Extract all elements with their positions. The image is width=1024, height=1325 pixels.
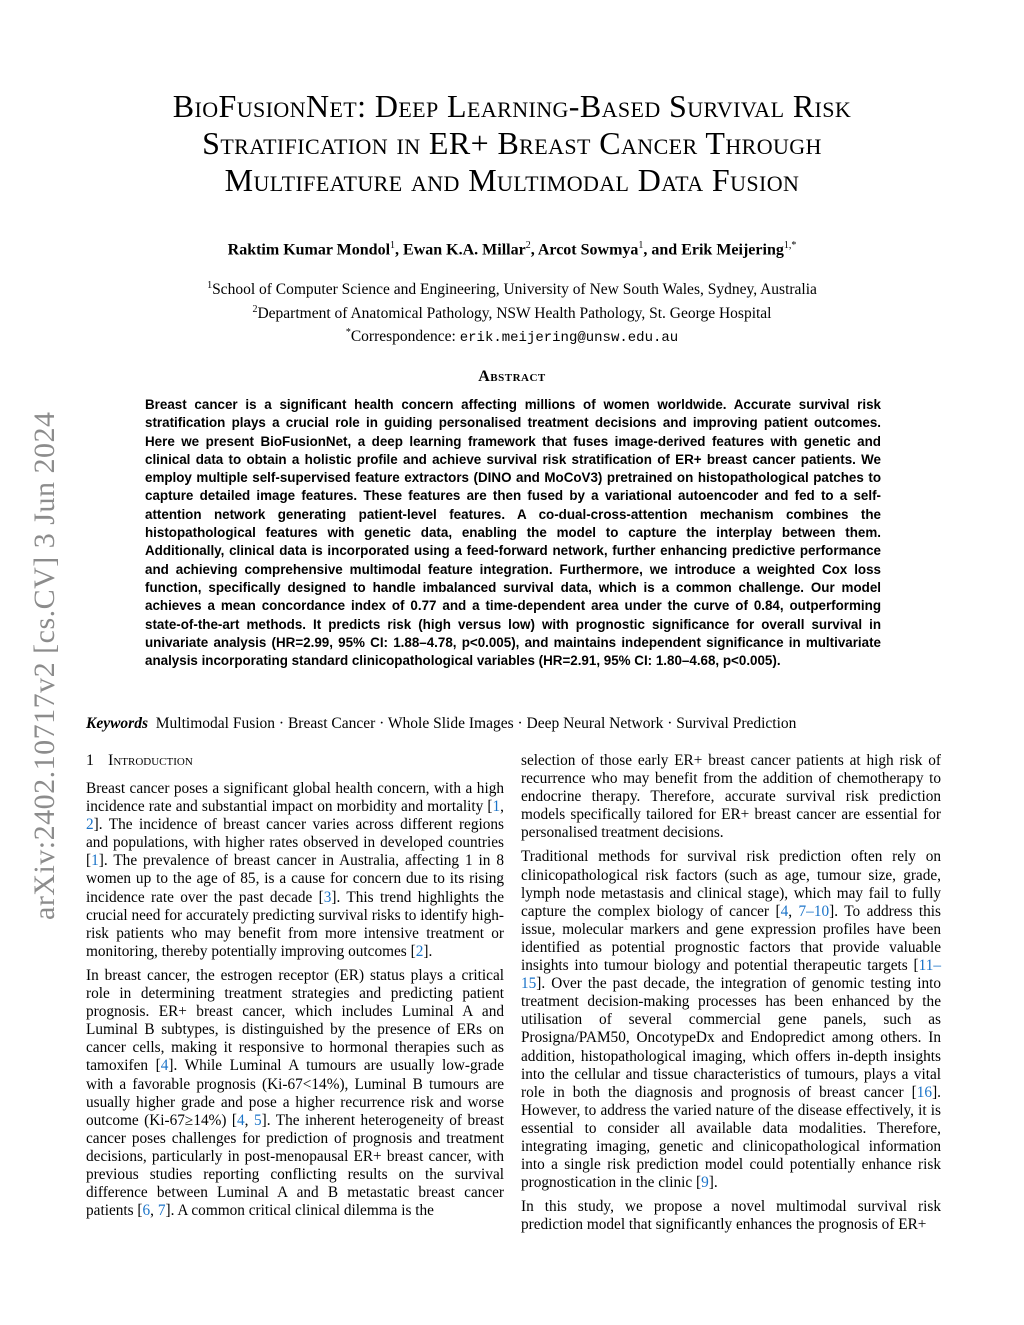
citation-link[interactable]: 7–10 [798,902,830,920]
paragraph [521,848,941,1192]
text-run: , [788,902,799,920]
text-run: ]. While Luminal A tumours are usually low-grade with a favorable prognosis (Ki-67<14%), Luminal B tumours are usually higher grade and pose a higher recurrence risk and worse outcome (Ki-67≥14%) [ [86,1057,504,1129]
paragraph [521,1198,941,1234]
section-title: Introduction [108,752,193,769]
keywords-line [86,715,946,733]
abstract-body: Breast cancer is a significant health concern affecting millions of women worldwide. Accurate survival risk stratification plays a crucial role in guiding personalised treatment decisions and improving patient outcomes. Here we present BioFusionNet, a deep learning framework that fuses image-derived features with genetic and clinical data to obtain a holistic profile and achieve survival risk stratification of ER+ breast cancer patients. We employ multiple self-supervised feature extractors (DINO and MoCoV3) pretrained on histopathological patches to capture detailed image features. These features are then fused by a variational autoencoder and fed to a self-attention network generating patient-level features. A co-dual-cross-attention mechanism combines the histopathological features with genetic data, enabling the model to capture the interplay between them. Additionally, clinical data is incorporated using a feed-forward network, further enhancing predictive performance and achieving comprehensive multimodal feature integration. Furthermore, we introduce a weighted Cox loss function, specifically designed to handle imbalanced survival data, which is a common challenge. Our model achieves a mean concordance index of 0.77 and a time-dependent area under the curve of 0.84, outperforming state-of-the-art methods. It predicts risk (high versus low) with prognostic significance for overall survival in univariate analysis (HR=2.99, 95% CI: 1.88–4.78, p<0.005), and maintains independent significance in multivariate analysis incorporating standard clinicopathological variables (HR=2.91, 95% CI: 1.80–4.68, p<0.005). [145,397,881,669]
text-run: selection of those early ER+ breast cancer patients at high risk of recurrence who may benefit from the addition of chemotherapy to endocrine therapy. Therefore, accurate survival risk prediction models specifically tailored for ER+ breast cancer are essential for personalised treatment decisions. [521,752,941,842]
title-line: BioFusionNet: Deep Learning-Based Survival Risk [172,88,852,124]
citation-link[interactable]: 5 [253,1111,262,1129]
citation-link[interactable]: 4 [237,1111,245,1129]
paragraph [521,752,941,842]
text-run: ]. This trend highlights the crucial need for accurately predicting survival risks to identify high-risk patients who may benefit from more intensive treatment or monitoring, thereby potentially improving outcomes [ [86,888,504,960]
text-run: Breast cancer poses a significant global health concern, with a high incidence rate and substantial impact on morbidity and mortality [ [86,780,504,816]
citation-link[interactable]: 2 [86,816,94,834]
affiliation-mark: 1 [207,280,213,291]
citation-link[interactable]: 2 [415,942,424,960]
affiliation-1 [110,276,914,300]
citation-link[interactable]: 4 [160,1057,169,1075]
text-run: ]. Over the past decade, the integration of genomic testing into treatment decision-making processes has been enhanced by the utilisation of several commercial gene panels, such as Prosigna/PAM50, OncotypeDx and Endopredict among others. In addition, histopathological imaging, which offers in-depth insights into the cellular and tissue characteristics of tumours, plays a vital role in both the diagnosis and prognosis of breast cancer [ [521,975,941,1101]
text-run: , [244,1111,254,1129]
author-separator: , [530,241,538,259]
citation-link[interactable]: 16 [916,1083,933,1101]
correspondence-email: erik.meijering@unsw.edu.au [459,330,679,347]
citation-link[interactable]: 3 [323,888,332,906]
citation-link[interactable]: 9 [701,1174,709,1192]
text-run: ]. [423,942,433,960]
text-run: ]. [708,1174,718,1192]
affiliation-text: Department of Anatomical Pathology, NSW Health Pathology, St. George Hospital [257,304,772,322]
citation-link[interactable]: 7 [157,1202,166,1220]
text-run: ]. The incidence of breast cancer varies across different regions and populations, with higher rates observed in developed countries [ [86,816,504,870]
author-name: Erik Meijering [681,241,784,259]
paragraph [86,967,504,1220]
title-line: Multifeature and Multimodal Data Fusion [224,162,800,198]
correspondence [110,323,914,349]
text-run: ]. A common critical clinical dilemma is the [165,1202,434,1220]
correspondence-mark: * [345,327,351,339]
affiliation-mark: 2 [252,303,258,315]
author-separator: , and [643,241,682,259]
text-run: In this study, we propose a novel multimodal survival risk prediction model that significantly enhances the prognosis of ER+ [521,1198,941,1234]
keywords-text: Multimodal Fusion · Breast Cancer · Whole Slide Images · Deep Neural Network · Survival Prediction [155,715,797,732]
text-run: In breast cancer, the estrogen receptor (ER) status plays a critical role in determining treatment strategies and predicting patient prognosis. ER+ breast cancer, which includes Luminal A and Luminal B subtypes, is distinguished by the presence of ERs on cancer cells, making it responsive to hormonal therapies such as tamoxifen [ [86,966,504,1075]
author-name: Arcot Sowmya [537,241,639,259]
right-column [521,752,941,1240]
author-affiliation-mark: 1 [638,240,644,251]
citation-link[interactable]: 1 [91,852,99,870]
citation-link[interactable]: 4 [780,902,789,920]
author-affiliation-mark: 1,* [783,240,797,251]
keywords-label: Keywords [86,715,148,732]
left-column [86,780,504,1226]
title-line: Stratification in ER+ Breast Cancer Through [202,125,822,161]
correspondence-label: Correspondence: [350,328,460,346]
text-run: Traditional methods for survival risk prediction often rely on clinicopathological risk factors (such as age, tumour size, grade, lymph node metastasis and clinical stage), which may fail to fully capture the complex biology of cancer [ [521,848,941,920]
author-separator: , [395,241,404,259]
author-list [110,240,914,259]
text-run: ]. To address this issue, molecular markers and gene expression profiles have been identified as potential prognostic factors that provide valuable insights into tumour biology and potential therapeutic targets [ [521,902,942,975]
section-heading [86,752,193,770]
text-run: , [500,798,504,816]
author-name: Raktim Kumar Mondol [227,241,391,259]
paper-title [110,88,914,199]
affiliations [110,276,914,349]
citation-link[interactable]: 11–15 [521,957,941,993]
author-name: Ewan K.A. Millar [403,241,526,259]
affiliation-2 [110,300,914,324]
text-run: ]. However, to address the varied nature of the disease effectively, it is essential to consider all available data modalities. Therefore, integrating imaging, genetic and clinicopathological information into a single risk prediction model could potentially enhance risk prognostication in the clinic [ [521,1083,941,1192]
arxiv-identifier-stamp: arXiv:2402.10717v2 [cs.CV] 3 Jun 2024 [28,411,61,921]
paragraph [86,780,504,961]
citation-link[interactable]: 1 [492,798,501,816]
author-affiliation-mark: 1 [390,240,396,251]
section-number: 1 [86,752,94,769]
author-affiliation-mark: 2 [525,240,531,251]
text-run: , [150,1202,158,1220]
abstract-heading: Abstract [478,368,546,385]
text-run: ]. The prevalence of breast cancer in Australia, affecting 1 in 8 women up to the age of 85, is a cause for concern due to its rising incidence rate over the past decade [ [86,852,504,906]
text-run: ]. The inherent heterogeneity of breast cancer poses challenges for prediction of prognosis and treatment decisions, particularly in post-menopausal ER+ breast cancer, with previous studies reporting conflicting results on the survival difference between Luminal A and B metastatic breast cancer patients [ [86,1111,504,1220]
affiliation-text: School of Computer Science and Engineering, University of New South Wales, Sydney, Australia [212,281,817,299]
citation-link[interactable]: 6 [142,1202,151,1220]
